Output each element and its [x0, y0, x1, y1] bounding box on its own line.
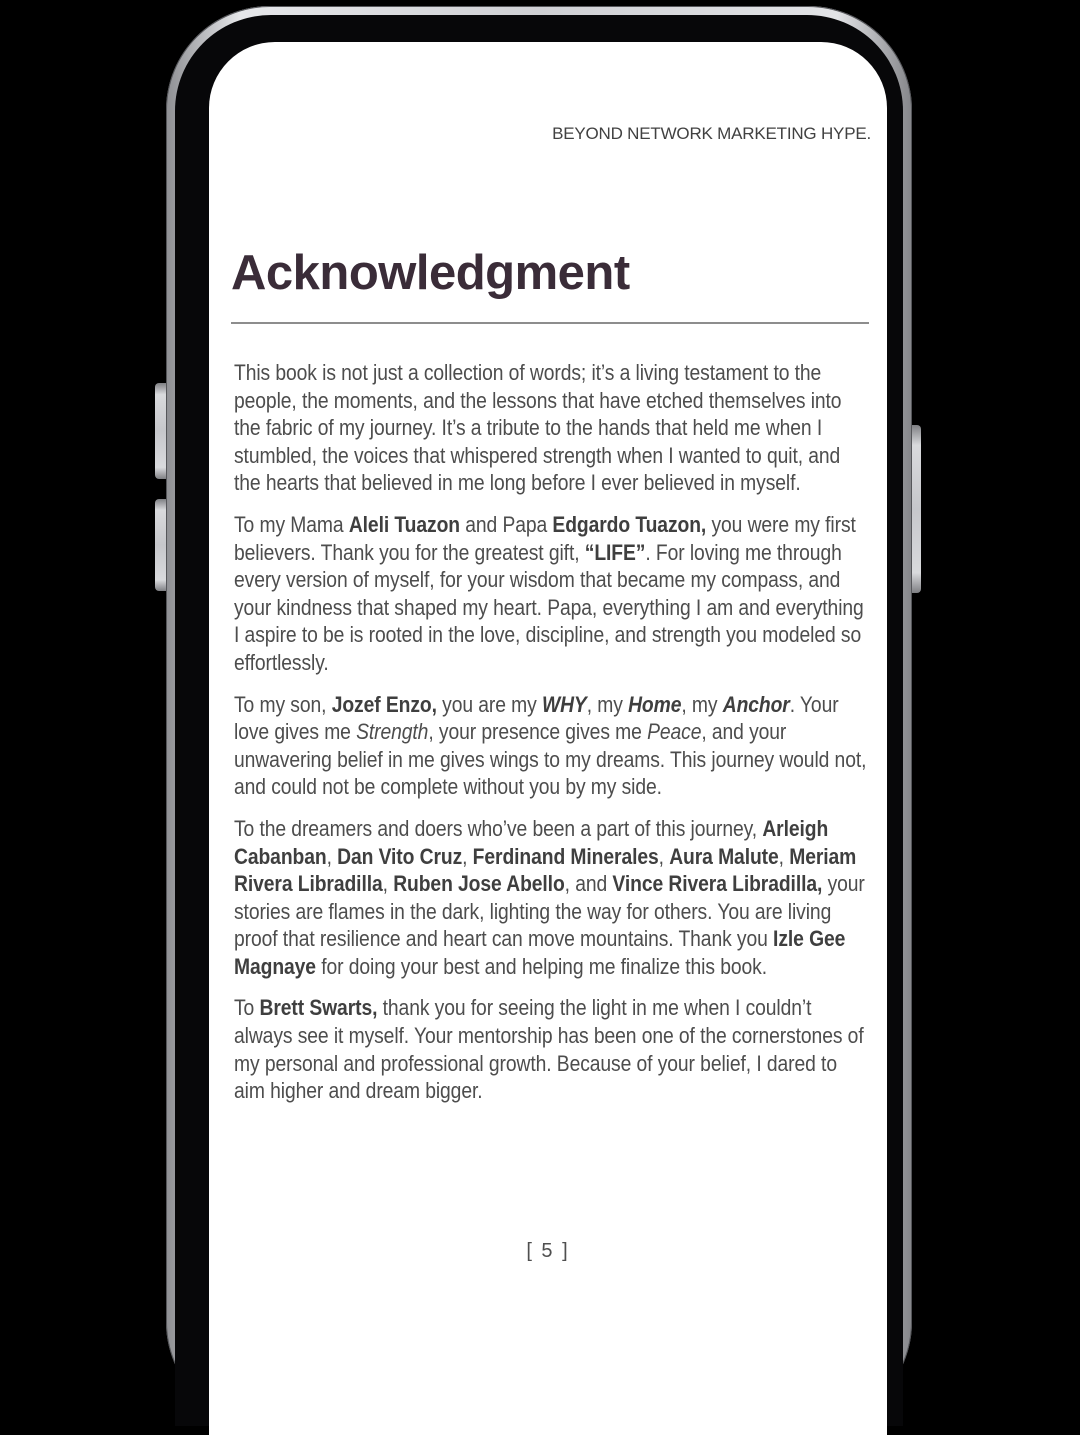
text-run: ,	[462, 843, 473, 869]
text-run: , my	[681, 691, 723, 717]
text-run: , and	[564, 871, 613, 897]
text-run: Izle Gee Magnaye	[234, 926, 846, 979]
text-run: you are my	[436, 691, 542, 717]
paragraph	[234, 815, 871, 981]
text-run: Aleli Tuazon	[348, 511, 460, 537]
text-run: . Your love gives me	[234, 691, 839, 745]
text-run: ,	[658, 843, 670, 869]
text-run: “LIFE”	[584, 539, 646, 565]
text-run: ,	[326, 843, 338, 869]
text-run: thank you for seeing the light in me when I couldn’t always see it myself. Your mentorship has been one of the cornerstones of my personal and professional growth. Because of your belief, I dared to aim higher and dream bigger.	[234, 995, 864, 1104]
text-run: To my Mama	[234, 511, 349, 537]
running-header: BEYOND NETWORK MARKETING HYPE.	[552, 124, 871, 143]
text-run: , my	[586, 691, 629, 717]
text-run: ,	[382, 871, 394, 897]
text-run: Vince Rivera Libradilla,	[612, 871, 823, 897]
text-run: To	[234, 995, 260, 1021]
text-run: Ruben Jose Abello	[393, 871, 565, 897]
text-run: Ferdinand Minerales	[472, 843, 659, 869]
page-title: Acknowledgment	[231, 245, 630, 300]
text-run: you were my first believers. Thank you for the greatest gift,	[234, 511, 856, 565]
text-run: This book is not just a collection of words; it’s a living testament to the people, the moments, and the lessons that have etched themselves into the fabric of my journey. It’s a tribute to the hands that held me when I stumbled, the voices that whispered strength when I wanted to quit, and the hearts that believed in me long before I ever believed in myself.	[234, 360, 842, 496]
body-copy	[234, 359, 871, 1119]
phone-frame	[166, 6, 912, 1426]
paragraph	[234, 691, 871, 801]
text-run: WHY	[541, 691, 587, 717]
text-run: Arleigh Cabanban	[234, 815, 829, 869]
text-run: To my son,	[234, 691, 332, 717]
text-run: for doing your best and helping me finalize this book.	[315, 953, 767, 979]
text-run: . For loving me through every version of myself, for your wisdom that became my compass, and your kindness that shaped my heart. Papa, everything I am and everything I aspire to be is rooted in the love, discipline, and strength you modeled so effortlessly.	[234, 539, 864, 675]
text-run: , and your unwavering belief in me gives wings to my dreams. This journey would not, and could not be complete without you by my side.	[234, 719, 867, 800]
paragraph	[234, 359, 871, 497]
text-run: Home	[628, 691, 682, 717]
phone-bezel	[175, 15, 903, 1426]
phone-screen	[209, 42, 887, 1435]
text-run: your stories are flames in the dark, lighting the way for others. You are living proof that resilience and heart can move mountains. Thank you	[234, 871, 865, 952]
text-run: Anchor	[722, 691, 790, 717]
text-run: Peace	[647, 719, 702, 745]
text-run: and Papa	[459, 511, 553, 537]
text-run: Jozef Enzo,	[331, 691, 437, 717]
text-run: Aura Malute	[669, 843, 779, 869]
text-run: Meriam Rivera Libradilla	[234, 843, 857, 897]
text-run: ,	[778, 843, 790, 869]
text-run: Brett Swarts,	[259, 995, 378, 1021]
text-run: To the dreamers and doers who’ve been a part of this journey,	[234, 815, 763, 841]
page-number: [ 5 ]	[526, 1240, 570, 1262]
paragraph	[234, 994, 871, 1104]
text-run: Strength	[356, 719, 429, 745]
text-run: Edgardo Tuazon,	[552, 511, 707, 537]
paragraph	[234, 511, 871, 677]
title-divider	[231, 322, 869, 324]
text-run: , your presence gives me	[428, 719, 648, 745]
text-run: Dan Vito Cruz	[337, 843, 463, 869]
